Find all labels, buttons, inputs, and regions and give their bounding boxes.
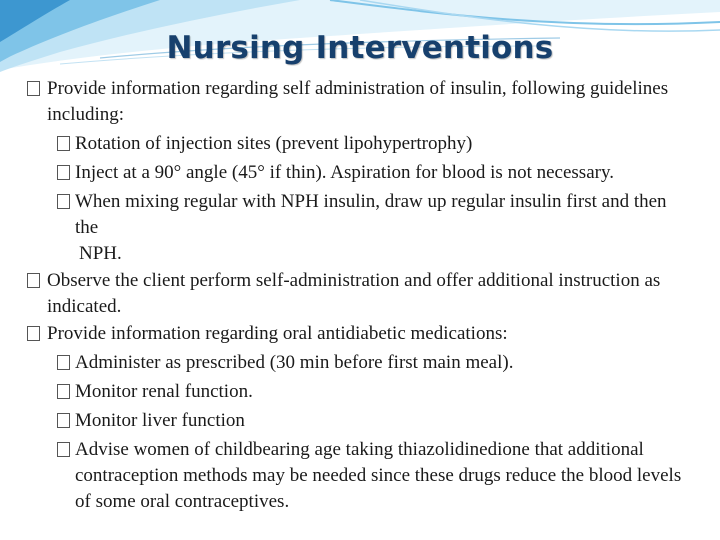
square-bullet-icon: [57, 165, 70, 180]
square-bullet-icon: [57, 384, 70, 399]
square-bullet-icon: [57, 442, 70, 457]
sub-list-item-text: Monitor liver function: [75, 410, 245, 431]
sub-list-item-text: When mixing regular with NPH insulin, draw up regular insulin first and then the: [75, 191, 667, 238]
list-item-text: Observe the client perform self-administration and offer additional instruction as indicated.: [47, 270, 661, 317]
bullet-list: [0, 75, 720, 515]
square-bullet-icon: [57, 413, 70, 428]
square-bullet-icon: [27, 326, 40, 341]
sub-list-item-text: Inject at a 90° angle (45° if thin). Aspiration for blood is not necessary.: [75, 162, 614, 183]
list-item: [0, 76, 720, 128]
sub-list-item: [0, 131, 720, 157]
list-item-text: Provide information regarding self administration of insulin, following guidelines including:: [47, 78, 669, 125]
sub-list-item: [0, 189, 720, 267]
sub-list-item: [0, 160, 720, 186]
square-bullet-icon: [57, 355, 70, 370]
sub-list-item: [0, 350, 720, 376]
square-bullet-icon: [57, 136, 70, 151]
list-item-text: Provide information regarding oral antidiabetic medications:: [47, 323, 508, 344]
sub-list-item: [0, 437, 720, 515]
square-bullet-icon: [27, 273, 40, 288]
sub-list-item: [0, 379, 720, 405]
list-item: [0, 268, 720, 320]
list-item: [0, 321, 720, 347]
square-bullet-icon: [27, 81, 40, 96]
sub-list-item-text: Advise women of childbearing age taking thiazolidinedione that additional contraception methods may be needed since these drugs reduce the blood levels of some oral contraceptives.: [75, 439, 682, 512]
sub-list-item-continuation: NPH.: [79, 243, 122, 264]
sub-list-item: [0, 408, 720, 434]
sub-list-item-text: Monitor renal function.: [75, 381, 253, 402]
sub-list-item-text: Rotation of injection sites (prevent lipohypertrophy): [75, 133, 473, 154]
square-bullet-icon: [57, 194, 70, 209]
slide-title: Nursing Interventions: [166, 30, 554, 66]
sub-list-item-text: Administer as prescribed (30 min before first main meal).: [75, 352, 514, 373]
